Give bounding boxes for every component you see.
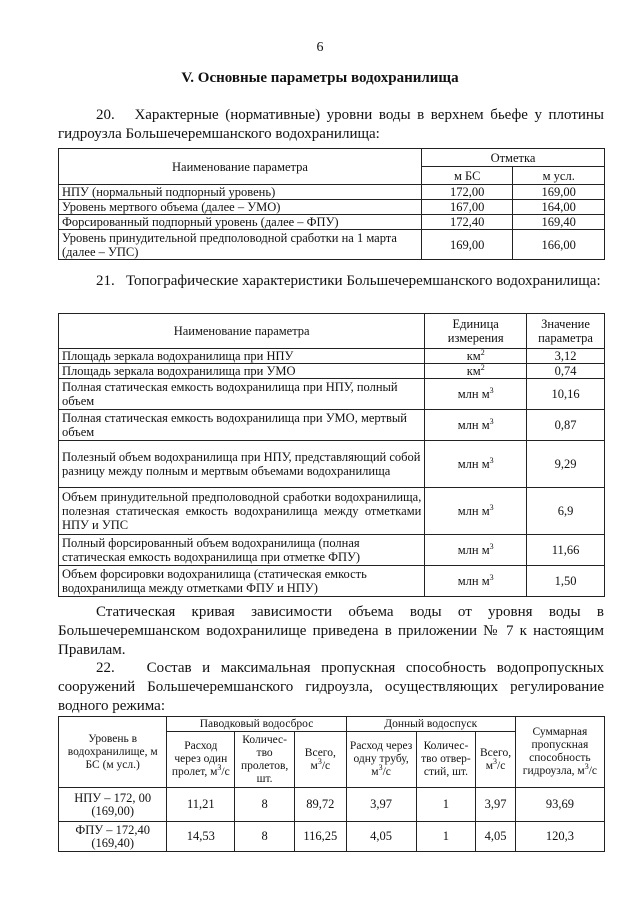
table-row <box>59 200 605 215</box>
row-unit: млн $м^3$ <box>425 441 527 488</box>
header-bottom-total: Всего, $м^3/с$ <box>476 732 516 788</box>
table-row <box>59 822 605 852</box>
row-usl: 169,00 <box>513 185 605 200</box>
row-value: 0,87 <box>527 410 605 441</box>
header-parameter-name: Наименование параметра <box>59 314 425 349</box>
row-value: 11,66 <box>527 535 605 566</box>
row-name: НПУ (нормальный подпорный уровень) <box>59 185 422 200</box>
row-total-bottom: 4,05 <box>476 822 516 852</box>
header-bottom-outlet: Донный водоспуск <box>346 717 515 732</box>
table-row <box>59 410 605 441</box>
row-unit: млн $м^3$ <box>425 379 527 410</box>
row-flow-pipe: 3,97 <box>346 788 416 822</box>
header-m-usl: м усл. <box>513 167 605 185</box>
topography-table <box>58 313 605 597</box>
row-name: Площадь зеркала водохранилища при НПУ <box>59 349 425 364</box>
paragraph-static-curve <box>58 603 604 660</box>
row-total-flood: 116,25 <box>295 822 347 852</box>
header-spans-count: Количес-тво пролетов, шт. <box>235 732 295 788</box>
row-unit: $км^2$ <box>425 364 527 379</box>
row-usl: 166,00 <box>513 230 605 260</box>
header-flow-per-pipe: Расход через одну трубу, $м^3/с$ <box>346 732 416 788</box>
row-spans: 8 <box>235 788 295 822</box>
row-level: НПУ – 172, 00 (169,00) <box>59 788 167 822</box>
row-flow-span: 14,53 <box>167 822 235 852</box>
table-row <box>59 215 605 230</box>
header-flow-per-span: Расход через один пролет, $м^3/с$ <box>167 732 235 788</box>
row-name: Площадь зеркала водохранилища при УМО <box>59 364 425 379</box>
table-row <box>59 364 605 379</box>
header-flood-total: Всего, $м^3/с$ <box>295 732 347 788</box>
row-bs: 172,40 <box>421 215 513 230</box>
row-holes: 1 <box>416 788 476 822</box>
row-unit: млн $м^3$ <box>425 488 527 535</box>
table-row <box>59 535 605 566</box>
table-row <box>59 185 605 200</box>
row-total-flood: 89,72 <box>295 788 347 822</box>
row-name: Полная статическая емкость водохранилища при НПУ, полный объем <box>59 379 425 410</box>
paragraph-20-text: Характерные (нормативные) уровни воды в верхнем бьефе у плотины гидроузла Большечеремшанского водохранилища: <box>58 107 605 142</box>
header-value: Значение параметра <box>527 314 605 349</box>
row-usl: 169,40 <box>513 215 605 230</box>
paragraph-22 <box>58 659 604 716</box>
row-value: 6,9 <box>527 488 605 535</box>
table-row <box>59 349 605 364</box>
header-flood-spillway: Паводковый водосброс <box>167 717 346 732</box>
table-row <box>59 488 605 535</box>
row-flow-span: 11,21 <box>167 788 235 822</box>
row-holes: 1 <box>416 822 476 852</box>
row-name: Полезный объем водохранилища при НПУ, представляющий собой разницу между полным и мертвым объемами водохранилища <box>59 441 425 488</box>
header-m-bs: м БС <box>421 167 513 185</box>
table-row <box>59 230 605 260</box>
header-parameter-name: Наименование параметра <box>59 149 422 185</box>
table-row <box>59 788 605 822</box>
row-level: ФПУ – 172,40 (169,40) <box>59 822 167 852</box>
header-total-capacity: Суммарная пропускная способность гидроузла, $м^3/с$ <box>515 717 604 788</box>
row-usl: 164,00 <box>513 200 605 215</box>
table-row <box>59 441 605 488</box>
discharge-table <box>58 716 605 852</box>
row-unit: $км^2$ <box>425 349 527 364</box>
row-bs: 169,00 <box>421 230 513 260</box>
water-levels-table <box>58 148 605 260</box>
row-name: Полная статическая емкость водохранилища при УМО, мертвый объем <box>59 410 425 441</box>
table-row <box>59 566 605 597</box>
row-name: Объем форсировки водохранилища (статическая емкость водохранилища между отметками ФПУ и НПУ) <box>59 566 425 597</box>
header-level: Уровень в водохранилище, м БС (м усл.) <box>59 717 167 788</box>
paragraph-21 <box>58 272 604 291</box>
paragraph-21-text: Топографические характеристики Большечеремшанского водохранилища: <box>126 273 601 289</box>
row-flow-pipe: 4,05 <box>346 822 416 852</box>
row-unit: млн $м^3$ <box>425 566 527 597</box>
row-bs: 167,00 <box>421 200 513 215</box>
row-total-capacity: 120,3 <box>515 822 604 852</box>
row-value: 0,74 <box>527 364 605 379</box>
paragraph-20 <box>58 106 604 144</box>
row-value: 9,29 <box>527 441 605 488</box>
row-spans: 8 <box>235 822 295 852</box>
header-mark: Отметка <box>421 149 604 167</box>
row-value: 1,50 <box>527 566 605 597</box>
row-name: Объем принудительной предполоводной сработки водохранилища, полезная статическая емкость водохранилища между отметками НПУ и УПС <box>59 488 425 535</box>
row-name: Уровень принудительной предполоводной сработки на 1 марта (далее – УПС) <box>59 230 422 260</box>
paragraph-22-number: 22. <box>96 660 115 676</box>
row-name: Уровень мертвого объема (далее – УМО) <box>59 200 422 215</box>
row-bs: 172,00 <box>421 185 513 200</box>
paragraph-21-number: 21. <box>96 273 115 289</box>
paragraph-static-curve-text: Статическая кривая зависимости объема воды от уровня воды в Большечеремшанском водохранилище приведена в приложении № 7 к настоящим Правилам. <box>58 604 604 658</box>
row-name: Форсированный подпорный уровень (далее – ФПУ) <box>59 215 422 230</box>
row-unit: млн $м^3$ <box>425 535 527 566</box>
page-number: 6 <box>316 40 324 55</box>
header-unit: Единица измерения <box>425 314 527 349</box>
paragraph-22-text: Состав и максимальная пропускная способность водопропускных сооружений Большечеремшанского гидроузла, осуществляющих регулирование водного режима: <box>58 660 605 714</box>
paragraph-20-number: 20. <box>96 107 115 123</box>
row-value: 3,12 <box>527 349 605 364</box>
row-value: 10,16 <box>527 379 605 410</box>
row-total-bottom: 3,97 <box>476 788 516 822</box>
row-name: Полный форсированный объем водохранилища (полная статическая емкость водохранилища при отметке ФПУ) <box>59 535 425 566</box>
row-total-capacity: 93,69 <box>515 788 604 822</box>
section-heading: V. Основные параметры водохранилища <box>181 70 459 86</box>
table-row <box>59 379 605 410</box>
header-holes-count: Количес-тво отвер-стий, шт. <box>416 732 476 788</box>
row-unit: млн $м^3$ <box>425 410 527 441</box>
